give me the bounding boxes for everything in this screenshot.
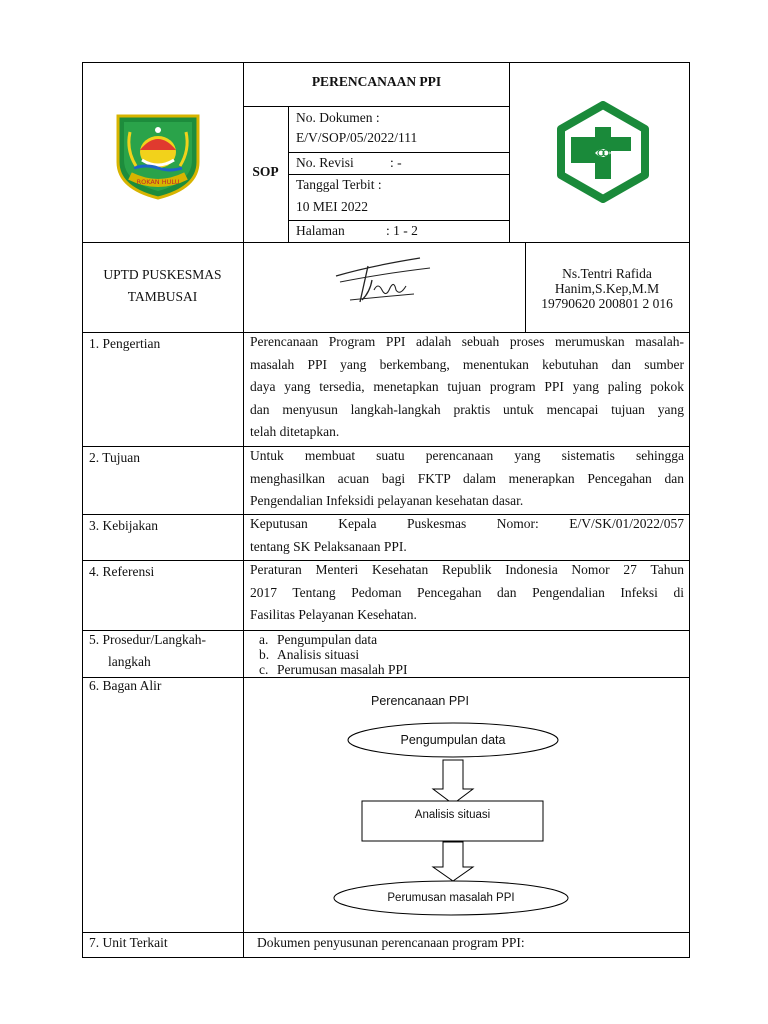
sop-label: SOP [252,164,279,179]
section-label-unit-terkait: 7. Unit Terkait [89,935,168,950]
page-value: : 1 - 2 [386,223,418,238]
regency-logo [112,110,204,202]
flowchart-title: Perencanaan PPI [371,694,469,708]
section-body-tujuan: Untuk membuat suatu perencanaan yang sistematis sehingga menghasilkan acuan bagi FKTP dalam menerapkan Pencegahan dan Pengendalian Infeksidi pelayanan kesehatan dasar. [250,448,684,509]
doc-number-value: E/V/SOP/05/2022/111 [296,130,418,145]
doc-number-label: No. Dokumen : [296,110,380,125]
signer-name-line2: Hanim,S.Kep,M.M [554,281,660,296]
svg-text:ROKAN HULU: ROKAN HULU [136,178,180,186]
section-label-referensi: 4. Referensi [89,564,155,579]
list-item: Pengumpulan data [277,632,378,647]
list-item-marker: a. [259,632,269,647]
section-label-tujuan: 2. Tujuan [89,450,141,465]
document-title: PERENCANAAN PPI [311,74,442,89]
flow-node-start-label: Pengumpulan data [400,733,506,747]
revision-value: : - [390,155,402,170]
issue-date-label: Tanggal Terbit : [296,177,382,192]
section-label-prosedur-cont: langkah [108,654,151,669]
flow-node-end-label: Perumusan masalah PPI [387,892,515,904]
issue-date-value: 10 MEI 2022 [296,199,368,214]
section-body-kebijakan: Keputusan Kepala Puskesmas Nomor: E/V/SK/01/2022/057 tentang SK Pelaksanaan PPI. [250,516,684,554]
flow-arrow-1 [433,760,473,804]
list-item-marker: c. [259,662,269,677]
revision-label: No. Revisi [296,155,354,170]
signature-image [330,254,450,310]
flow-node-process-label: Analisis situasi [414,809,491,821]
org-name-line2: TAMBUSAI [127,289,198,304]
section-body-referensi: Peraturan Menteri Kesehatan Republik Indonesia Nomor 27 Tahun 2017 Tentang Pedoman Pencegahan dan Pengendalian Infeksi di Fasilitas Pelayanan Kesehatan. [250,562,684,623]
page-label: Halaman [296,223,345,238]
section-label-prosedur: 5. Prosedur/Langkah- [89,632,206,647]
org-name-line1: UPTD PUSKESMAS [103,267,222,282]
signer-nip: 19790620 200801 2 016 [541,296,673,311]
puskesmas-logo [553,101,653,203]
section-label-kebijakan: 3. Kebijakan [89,518,158,533]
signer-name-line1: Ns.Tentri Rafida [562,266,652,281]
list-item-marker: b. [259,647,270,662]
list-item: Perumusan masalah PPI [277,662,408,677]
section-label-bagan-alir: 6. Bagan Alir [89,678,162,693]
section-label-pengertian: 1. Pengertian [89,336,161,351]
section-body-unit-terkait: Dokumen penyusunan perencanaan program PPI: [257,935,525,950]
section-body-pengertian: Perencanaan Program PPI adalah sebuah proses merumuskan masalah- masalah PPI yang berkembang, menentukan kebutuhan dan sumber daya yang tersedia, menetapkan tujuan program PPI yang paling pokok dan menyusun langkah-langkah praktis untuk mencapai tujuan yang telah ditetapkan. [250,334,684,440]
flow-arrow-2 [433,842,473,881]
list-item: Analisis situasi [277,647,360,662]
